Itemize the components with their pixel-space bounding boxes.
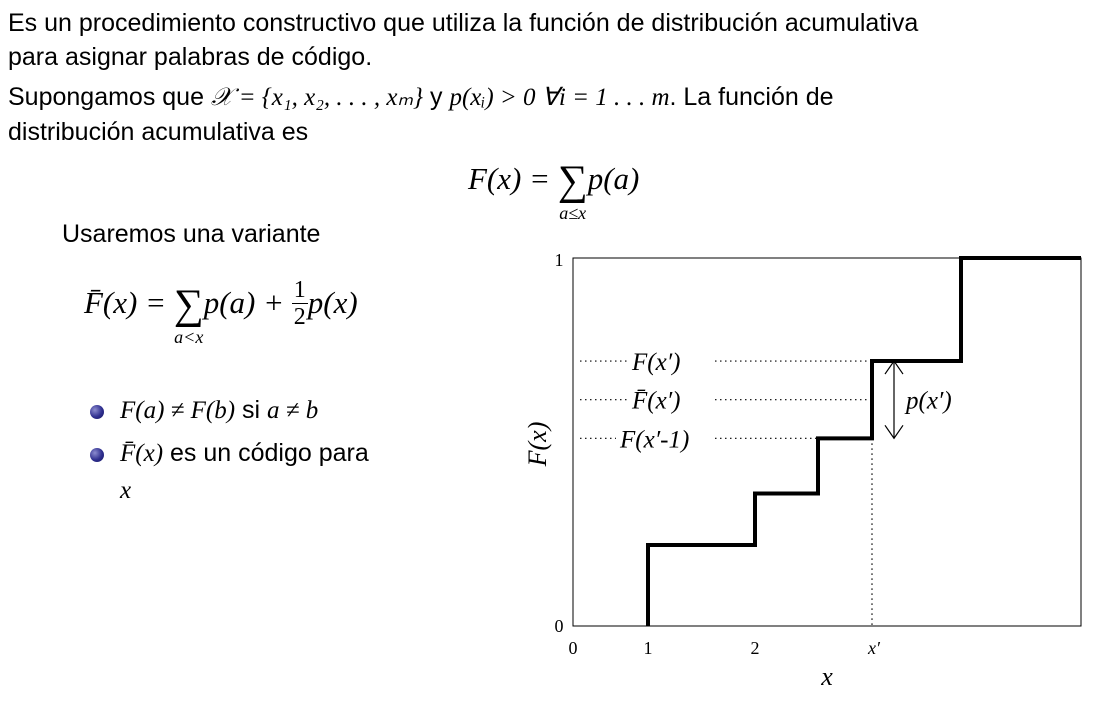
intro-paragraph: [8, 6, 918, 74]
assumption-line-2: distribución acumulativa es: [8, 118, 309, 146]
x-tick-1: 1: [643, 638, 653, 658]
modified-cdf-sum: [174, 284, 204, 346]
bullet-2-math-1: F̄(x): [120, 440, 164, 467]
modified-cdf-tail: p(x): [307, 285, 358, 320]
half-numerator: 1: [293, 276, 306, 303]
modified-cdf-term: p(a) +: [203, 285, 292, 320]
bullet-icon: [90, 448, 104, 462]
label-f-xprime: F(x′): [632, 349, 681, 377]
x-axis-label: x: [821, 662, 833, 691]
alphabet-set: 𝒳 = {x₁, x₂, . . . , xₘ}: [210, 84, 424, 111]
assumption-suffix: . La función de: [669, 83, 834, 111]
list-item: [86, 392, 369, 429]
assumption-paragraph: [8, 80, 834, 149]
modified-cdf-equation: [84, 272, 358, 347]
modified-cdf-lhs: F̄(x) =: [84, 285, 174, 320]
bullet-1-math-2: a ≠ b: [267, 397, 319, 424]
cdf-term: p(a): [587, 161, 640, 196]
sum-symbol-icon: ∑: [173, 282, 204, 328]
x-tick-xprime: x′: [868, 638, 880, 658]
x-tick-0: 0: [568, 638, 578, 658]
label-fbar-xprime: F̄(x′): [632, 387, 681, 415]
cdf-sum: [558, 160, 588, 222]
cdf-step-line: [648, 258, 1081, 626]
probability-condition: p(xᵢ) > 0 ∀i = 1 . . . m: [449, 84, 670, 111]
half-fraction: [292, 277, 308, 330]
bullet-1-text: si: [235, 396, 268, 424]
y-tick-1: 1: [554, 250, 564, 270]
sum-symbol-icon: ∑: [557, 158, 588, 204]
assumption-conj: y: [423, 83, 450, 111]
cdf-sum-sub: a≤x: [559, 203, 587, 223]
property-list: [86, 392, 369, 515]
cdf-equation: [468, 148, 640, 223]
bullet-2-line-2: x: [120, 477, 132, 504]
half-denominator: 2: [293, 303, 306, 330]
y-tick-0: 0: [554, 616, 564, 636]
label-f-xprime-minus-1: F(x′-1): [620, 426, 690, 454]
intro-line-2: para asignar palabras de código.: [8, 43, 373, 71]
modified-cdf-sum-sub: a<x: [174, 327, 204, 347]
variant-heading: Usaremos una variante: [62, 220, 321, 248]
bullet-1-math-1: F(a) ≠ F(b): [120, 397, 236, 424]
bullet-2-text: es un código para: [163, 439, 369, 467]
label-p-xprime: p(x′): [906, 387, 952, 415]
intro-line-1: Es un procedimiento constructivo que utiliza la función de distribución acumulativa: [8, 9, 919, 37]
y-axis-label: F(x): [523, 421, 552, 467]
list-item: [86, 435, 369, 509]
cdf-step-chart: [500, 232, 1090, 692]
cdf-lhs: F(x) =: [468, 161, 558, 196]
assumption-prefix: Supongamos que: [8, 83, 211, 111]
bullet-icon: [90, 405, 104, 419]
x-tick-2: 2: [750, 638, 760, 658]
